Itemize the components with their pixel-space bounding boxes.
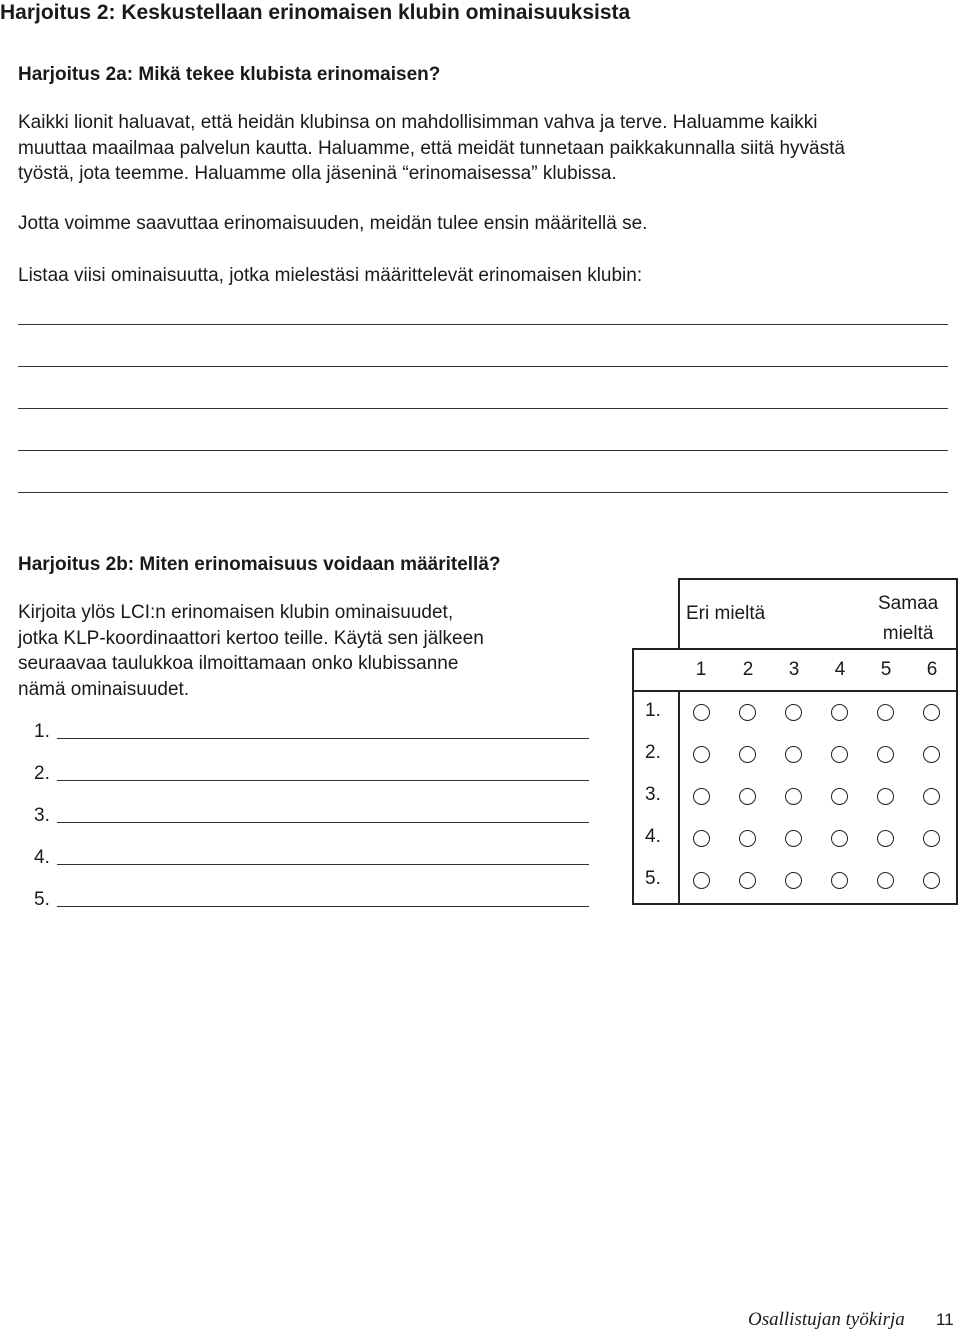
intro-line: muuttaa maailmaa palvelun kautta. Haluamme, että meidät tunnetaan paikkakunnalla siitä hyvästä: [18, 137, 845, 159]
rating-option-circle[interactable]: [739, 746, 756, 763]
rating-row-label: 4.: [645, 826, 661, 847]
rating-row-label: 2.: [645, 742, 661, 763]
rating-option-circle[interactable]: [693, 746, 710, 763]
scale-number: 3: [788, 659, 800, 680]
footer-title: Osallistujan työkirja: [748, 1309, 905, 1330]
scale-number: 5: [880, 659, 892, 680]
rating-option-circle[interactable]: [739, 788, 756, 805]
item-number: 5.: [34, 889, 50, 910]
rating-option-circle[interactable]: [785, 704, 802, 721]
rating-option-circle[interactable]: [877, 746, 894, 763]
scale-number: 4: [834, 659, 846, 680]
rating-option-circle[interactable]: [693, 872, 710, 889]
exercise-2b-heading: Harjoitus 2b: Miten erinomaisuus voidaan määritellä?: [18, 554, 501, 575]
answer-line-4[interactable]: [18, 450, 948, 451]
intro-line: Kaikki lionit haluavat, että heidän klubinsa on mahdollisimman vahva ja terve. Haluamme kaikki: [18, 112, 818, 133]
rating-option-circle[interactable]: [831, 788, 848, 805]
disagree-label: Eri mieltä: [686, 603, 766, 624]
agree-label-line: Samaa: [878, 593, 939, 614]
rating-option-circle[interactable]: [877, 872, 894, 889]
rating-option-circle[interactable]: [785, 746, 802, 763]
rating-option-circle[interactable]: [923, 830, 940, 847]
rating-option-circle[interactable]: [831, 704, 848, 721]
rating-option-circle[interactable]: [923, 788, 940, 805]
agree-label: [878, 589, 938, 649]
answer-line-1[interactable]: [18, 324, 948, 325]
rating-row-label: 1.: [645, 700, 661, 721]
rating-option-circle[interactable]: [739, 704, 756, 721]
page-title: Harjoitus 2: Keskustellaan erinomaisen klubin ominaisuuksista: [0, 1, 631, 24]
rating-option-circle[interactable]: [785, 872, 802, 889]
scale-number: 1: [695, 659, 707, 680]
rating-option-circle[interactable]: [877, 830, 894, 847]
item-number: 1.: [34, 721, 50, 742]
rating-option-circle[interactable]: [785, 788, 802, 805]
rating-option-circle[interactable]: [877, 704, 894, 721]
answer-line-2[interactable]: [18, 366, 948, 367]
table-body: [678, 690, 958, 905]
page-number: 11: [936, 1310, 954, 1329]
rating-option-circle[interactable]: [693, 788, 710, 805]
rating-option-circle[interactable]: [923, 704, 940, 721]
rating-option-circle[interactable]: [693, 704, 710, 721]
rating-option-circle[interactable]: [923, 872, 940, 889]
text-line: seuraavaa taulukkoa ilmoittamaan onko klubissanne: [18, 653, 459, 674]
rating-option-circle[interactable]: [739, 830, 756, 847]
rating-option-circle[interactable]: [923, 746, 940, 763]
rating-option-circle[interactable]: [693, 830, 710, 847]
agree-label-line: mieltä: [882, 623, 934, 644]
item-number: 4.: [34, 847, 50, 868]
rating-option-circle[interactable]: [831, 746, 848, 763]
rating-option-circle[interactable]: [739, 872, 756, 889]
answer-line-3[interactable]: [18, 408, 948, 409]
exercise-2a-intro: [18, 110, 948, 187]
exercise-2a-definition: Jotta voimme saavuttaa erinomaisuuden, meidän tulee ensin määritellä se.: [18, 213, 648, 234]
rating-option-circle[interactable]: [877, 788, 894, 805]
answer-line-5[interactable]: [18, 492, 948, 493]
item-line[interactable]: [57, 822, 589, 823]
text-line: jotka KLP-koordinaattori kertoo teille. Käytä sen jälkeen: [18, 627, 484, 649]
scale-number: 2: [742, 659, 754, 680]
text-line: Kirjoita ylös LCI:n erinomaisen klubin ominaisuudet,: [18, 602, 454, 623]
item-line[interactable]: [57, 738, 589, 739]
scale-number: 6: [926, 659, 938, 680]
exercise-2a-heading: Harjoitus 2a: Mikä tekee klubista erinomaisen?: [18, 64, 441, 85]
item-number: 3.: [34, 805, 50, 826]
rating-option-circle[interactable]: [831, 830, 848, 847]
rating-option-circle[interactable]: [785, 830, 802, 847]
exercise-2a-instruction: Listaa viisi ominaisuutta, jotka mielestäsi määrittelevät erinomaisen klubin:: [18, 265, 643, 286]
rating-option-circle[interactable]: [831, 872, 848, 889]
item-line[interactable]: [57, 780, 589, 781]
text-line: nämä ominaisuudet.: [18, 678, 190, 700]
rating-row-label: 3.: [645, 784, 661, 805]
rating-row-label: 5.: [645, 868, 661, 889]
item-line[interactable]: [57, 864, 589, 865]
item-line[interactable]: [57, 906, 589, 907]
intro-line: työstä, jota teemme. Haluamme olla jäseninä “erinomaisessa” klubissa.: [18, 163, 617, 184]
exercise-2b-text: [18, 600, 578, 702]
item-number: 2.: [34, 763, 50, 784]
